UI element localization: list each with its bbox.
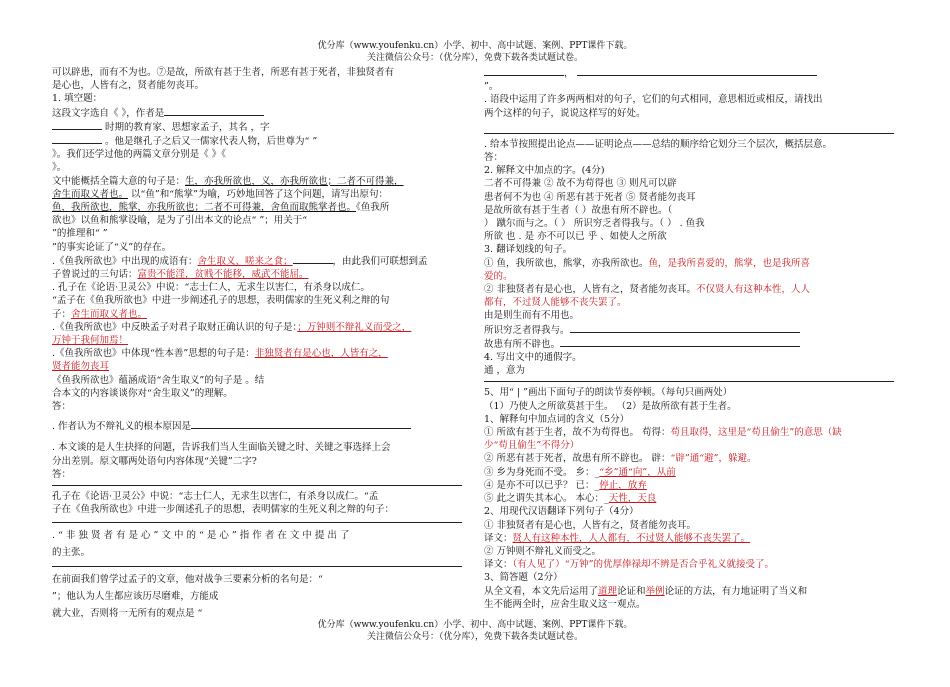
blank-line (164, 106, 264, 116)
text-line: 文中能概括全篇大意的句子是：生，亦我所欲也，义，亦我所欲也；二者不可得兼， (52, 175, 404, 187)
answer-rule (484, 380, 894, 382)
blank-line (577, 66, 817, 76)
text-line: 所识穷乏者得我与。 (484, 323, 898, 337)
text-line: 生不能两全时，应舍生取义这一观点。 (484, 598, 646, 610)
answer-rule (52, 484, 462, 486)
text-line: ⑤ 此之谓失其本心。 本心：_天性，天良 (484, 493, 657, 505)
text-line: 欲也》以鱼和熊掌设喻，是为了引出本文的论点“ ”；用关于“ (52, 215, 308, 227)
text-line: ① 所欲有甚于生者，故不为苟得也。 苟得：苟且取得，这里是“苟且偷生”的意思（缺 (484, 427, 842, 439)
question-heading: 5、用“ | ”画出下面句子的朗读节奏停顿。（每句只画两处） (484, 387, 733, 399)
answer-label: 答： (52, 468, 72, 480)
page-header (0, 40, 950, 64)
header-line-2: 关注微信公众号：（优分库），免费下载各类试题试卷。 (366, 53, 583, 63)
answer-line: 贤者能勿丧耳 (52, 361, 110, 373)
text-line: ③ 乡为身死而不受。 乡：_“乡”通“向”，从前 (484, 466, 676, 478)
text-line: 子在《鱼我所欲也》中进一步阐述孔子的思想，表明儒家的生死义利之辩的句子： (52, 504, 395, 516)
blank-line (570, 323, 800, 333)
question-heading: 1、解释句中加点词的含义（5分） (484, 413, 630, 425)
text-line: ④ 是亦不可以已乎？ 已：_停止，放弃 (484, 479, 647, 491)
question-heading: 1. 填空题： (52, 93, 103, 105)
text-line: ② 万钟则不辩礼义而受之。 (484, 545, 602, 557)
text-line: 分出差别。原文哪两处语句内容体现“关键”二字? (52, 455, 257, 467)
answer-line: 爱的。 (484, 270, 513, 282)
text-line: ② 所恶有甚于死者，故患有所不辟也。 辟：“辟”通“避”，躲避。 (484, 453, 757, 465)
text-line: “孟子在《鱼我所欲也》中进一步阐述孔子的思想，表明儒家的生死义利之辩的句 (52, 295, 390, 307)
text-line: 《鱼我所欲也》蕴涵成语“舍生取义”的句子是 。结 (52, 374, 265, 386)
left-column (52, 66, 466, 622)
text-line: ① 非独贤者有是心也，人皆有之，贤者能勿丧耳。 (484, 519, 697, 531)
text-line: 患者何不为也 ④ 所恶有甚于死者 ⑤ 贤者能勿丧耳 (484, 191, 696, 203)
footer-line-1: 优分库（www.youfenku.cn）小学、初中、高中试题、案例、PPT课件下载。 (317, 620, 633, 630)
text-line: 由是则生而有不用也。 (484, 310, 580, 322)
text-line: 是故所欲有甚于生者（ ）故患有所不辟也。（ (484, 204, 673, 216)
text-line: ”。 (484, 81, 499, 93)
text-line: 从全文看，本文先后运用了道理论证和举例论证的方法，有力地证明了当义和 (484, 585, 808, 597)
text-line: 通 ，意为 (484, 365, 526, 377)
answer-rule (484, 132, 894, 134)
text-line: 二者不可得兼 ② 故不为苟得也 ③ 则凡可以辟 (484, 178, 677, 190)
text-line: 孔子在《论语·卫灵公》中说：“志士仁人，无求生以害仁，有杀身以成仁。“孟 (52, 491, 379, 503)
text-line: ”的推理和“ ” (52, 228, 108, 240)
text-line: .《鱼我所欲也》中体现“性本善”思想的句子是：非独贤者有是心也，人皆有之， (52, 348, 388, 360)
text-line: .《鱼我所欲也》中出现的成语有：舍生取义、嗟来之食； ，由此我们可联想到孟 (52, 255, 428, 267)
text-line: 合本文的内容谈谈你对“舍生取义”的理解。 (52, 387, 233, 399)
text-line: （1）乃使人之所欲莫甚于生。 （2）是故所欲有甚于生者。 (484, 400, 737, 412)
text-line: 4. 写出文中的通假字。 (484, 352, 582, 364)
text-line: . 作者认为不辩礼义的根本原因是 (52, 419, 466, 433)
text-line: 子：舍生而取义者也。 (52, 308, 148, 320)
question-heading: 2、用现代汉语翻译下列句子（4分） (484, 506, 639, 518)
text-line: 的主张。 (52, 546, 91, 558)
footer-line-2: 关注微信公众号：（优分库），免费下载各类试题试卷。 (366, 632, 583, 642)
text-line: 》。我们还学过他的两篇文章分别是《 》《 (52, 149, 227, 161)
right-column (484, 66, 898, 611)
answer-line: 万钟于我何加焉！ (52, 335, 129, 347)
text-line: 。他是继孔子之后又一儒家代表人物，后世尊为“ ” (52, 134, 466, 148)
blank-line (293, 254, 333, 264)
blank-line (52, 120, 102, 130)
question-heading: 3、简答题（2分） (484, 572, 563, 584)
answer-rule (52, 521, 462, 523)
text-line: . 给本节按照提出论点——证明论点——总结的顺序给它划分三个层次，概括层意。 (484, 138, 833, 150)
blank-line (52, 134, 102, 144)
text-line: . 孔子在《论语·卫灵公》中说：“志士仁人，无求生以害仁，有杀身以成仁。 (52, 282, 370, 294)
question-heading: 2. 解释文中加点的字。(4分) (484, 165, 605, 177)
text-line: . 语段中运用了许多两两相对的句子，它们的句式相同，意思相近或相反，请找出 (484, 94, 823, 106)
text-line: 》。 (52, 162, 67, 174)
text-line: . “ 非 独 贤 者 有 是 心 ” 文 中 的 “ 是 心 ” 指 作 者 在 文 中 提 出 了 (52, 529, 350, 541)
text-line: . 本文谈的是人生抉择的问题，告诉我们当人生面临关键之时、关键之事选择上会 (52, 442, 391, 454)
text-line: ② 非独贤者有是心也，人皆有之，贤者能勿丧耳。不仅贤人有这种本性，人人 (484, 284, 811, 296)
answer-line: 都有，不过贤人能够不丧失罢了。 (484, 297, 627, 309)
blank-line (484, 66, 564, 76)
question-heading: 3. 翻译划线的句子。 (484, 244, 573, 256)
text-line: ”；他认为人生都应该历尽磨难，方能成 (52, 590, 219, 602)
header-line-1: 优分库（www.youfenku.cn）小学、初中、高中试题、案例、PPT课件下载。 (317, 41, 633, 51)
page-footer (0, 619, 950, 643)
text-line: ， (484, 66, 898, 80)
text-line: 这段文字选自《 》，作者是 (52, 106, 466, 120)
text-line: ① 鱼，我所欲也，熊掌，亦我所欲也。鱼，是我所喜爱的，熊掌，也是我所喜 (484, 257, 811, 269)
blank-line (560, 337, 800, 347)
text-line: 可以辟患，而有不为也。⑦是故，所欲有甚于生者，所恶有甚于死者，非独贤者有 (52, 67, 395, 78)
answer-label: 答： (484, 152, 504, 164)
text-line: 译文：贤人有这种本性，人人都有，不过贤人能够不丧失罢了。 (484, 532, 751, 544)
blank-line (191, 419, 411, 429)
text-line: ”的事实论证了“义”的存在。 (52, 241, 172, 253)
text-line: 译文：（有人见了）“万钟”的优厚俸禄却不辨是否合乎礼义就接受了。 (484, 559, 774, 571)
text-line: 就大业，否则将一无所有的观点是 “ (52, 607, 203, 619)
text-line: .《鱼我所欲也》中反映孟子对君子取财正确认识的句子是：；万钟则不辩礼义而受之， (52, 321, 412, 333)
text-line: 舍生而取义者也。 以“鱼”和“熊掌”为喻，巧妙地回答了这个问题，请写出原句： (52, 188, 388, 200)
text-line: 是心也，人皆有之，贤者能勿丧耳。 (52, 80, 205, 92)
text-line: ） 蹴尔而与之。（ ） 所识穷乏者得我与。（ ） . 鱼我 (484, 218, 705, 230)
text-line: 故患有所不辟也。 (484, 337, 898, 351)
text-line: 所欲 也 . 是 亦不可以已 乎 、如使人之所欲 (484, 231, 667, 243)
text-line: 子曾说过的三句话：富贵不能淫，贫贱不能移，威武不能屈。 (52, 269, 309, 281)
text-line: 两个这样的句子，说说这样写的好处。 (484, 107, 646, 119)
text-line: 在前面我们曾学过孟子的文章，他对战争三要素分析的名句是：“ (52, 573, 323, 585)
text-line: 时期的教育家、思想家孟子，其名 ，字 (52, 120, 466, 134)
answer-line: 少“苟且偷生”不得分） (484, 440, 580, 452)
answer-rule (52, 565, 462, 567)
text-line: 鱼，我所欲也，熊掌，亦我所欲也；二者不可得兼，舍鱼而取熊掌者也。《鱼我所 (52, 202, 390, 214)
answer-label: 答： (52, 401, 72, 413)
